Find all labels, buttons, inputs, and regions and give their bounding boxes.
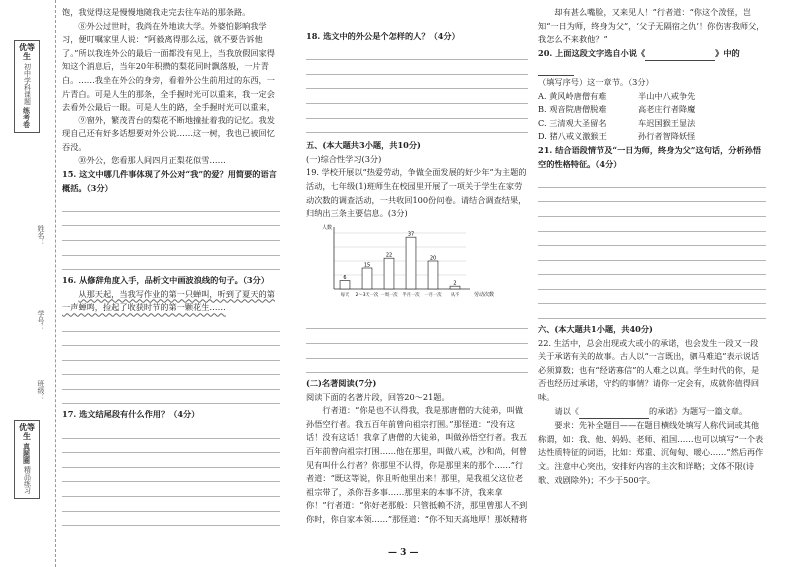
question-16: 16. 从修辞角度入手，品析文中画波浪线的句子。（3分） xyxy=(62,275,270,286)
question-19: 19. 学校开展以“热爱劳动，争做全面发展的好少年”为主题的活动，七年级(1)班师生在校园里开展了一项关于学生在家劳动次数的调查活动，一共收回100份问卷。请结合调查结果，归纳出三条主要信息。(3分) xyxy=(306,167,527,219)
data-label: 22 xyxy=(385,252,393,259)
answer-lines-21[interactable] xyxy=(538,173,766,319)
bottom-brand-stamp xyxy=(14,420,40,499)
passage-paragraph-9: ⑨窗外，繁茂青台的梨花不断地撞扯着我的记忆。我发现自己还有好多话想要对外公说……这一树，我也已被回忆吞没。 xyxy=(62,114,275,152)
question-16-quote: 从那天起，当我写作业的第一只蝉叫，听到了夏天的第一声蝉鸣，捡起了收获时节的第一颗花生…… xyxy=(62,288,275,313)
option-right: 车迟国猴王显法 xyxy=(638,117,696,128)
bar xyxy=(428,261,438,289)
top-brand-stamp xyxy=(14,40,40,133)
bar xyxy=(384,258,394,289)
stamp-line: 精品练习 xyxy=(23,466,32,494)
data-label: 20 xyxy=(429,255,437,262)
excerpt-continued: 却有甚么嘴脸，又来见人！”行者道：“你这个泼怪，岂知“一日为师，终身为父”，‘父子无隔宿之仇’！你伤害我师父，我怎么不来救他？” xyxy=(538,7,765,45)
tick-label: 每天 xyxy=(340,292,350,298)
question-20-blank-book[interactable] xyxy=(645,47,715,62)
tick-label: 一周一次 xyxy=(380,292,398,298)
option-left[interactable]: D. 猪八戒义激猴王 xyxy=(538,131,607,142)
title-suffix: 的承诺》为题写一篇文章。 xyxy=(648,405,748,416)
data-label: 15 xyxy=(363,262,371,269)
question-20-line2: （填写序号）这一章节。（3分） xyxy=(538,76,654,87)
x-axis-label: 劳动次数 xyxy=(474,291,495,298)
bar xyxy=(406,237,416,289)
option-right: 孙行者智降妖怪 xyxy=(638,131,696,142)
column-middle xyxy=(306,30,528,526)
question-20-tail: 》中的 xyxy=(715,47,740,58)
tick-label: 半月一次 xyxy=(402,292,420,298)
answer-lines-16[interactable] xyxy=(62,317,280,405)
question-15: 15. 这文中哪几件事体现了外公对“我”的爱？用简要的语言概括。（3分） xyxy=(62,168,277,193)
answer-lines-17[interactable] xyxy=(62,424,280,526)
page-number: — 3 — xyxy=(388,548,419,558)
question-22-prompt: 22. 生活中，总会出现或大或小的承诺，也会发生一段又一段关于承诺有关的故事。古人以“一言既出，驷马难追”表示说话必须算数；也有“经诺寡信”的人难之以真。学生时代的你，是否也经历过承诺，守约的事情？请你一定会有，成就你值得回味。 xyxy=(538,337,760,403)
passage-paragraph-10: ⑩外公，您看那人间四月正梨花似雪…… xyxy=(78,155,226,166)
binding-sidebar xyxy=(0,0,56,567)
answer-lines-19[interactable] xyxy=(306,315,528,373)
stamp-line: 生 xyxy=(23,51,31,61)
class-field-label: 班级： xyxy=(37,380,45,401)
passage-paragraph-8: ⑧外公过世时，我尚在外地读大学。外婆怕影响我学习，便叮嘱家里人说：“阿毅离得那么远，就不要告诉他了。”所以我连外公的最后一面都没有见上，当我放假回家得知这个消息后，当年20年积攒的梨花同时飘落般，一片青白。……我坐在外公的身旁，看着外公生前用过的东西，一片青白。可是人生的那条，全手握时光可以重来，我一定会去看外公最后一眼。可是人生的路，全手握时光可以重来， xyxy=(62,20,275,113)
reading-intro: 阅读下面的名著片段，回答20～21题。 xyxy=(306,391,450,402)
option-right: 半山中八戒争先 xyxy=(638,90,696,101)
question-20 xyxy=(538,47,766,76)
data-label: 2 xyxy=(453,280,457,287)
bar xyxy=(362,268,372,289)
question-20-options xyxy=(538,90,766,144)
novel-excerpt: 行者道：“你是也不认得我，我是那唐僧的大徒弟，叫做孙悟空行者。我五百年前曾向祖宗打围。”那怪道：“没有这话！没有这话！我拿了唐僧的大徒弟，叫做孙悟空行者。我五百年前曾向祖宗打围……他在那里，叫做八戒，沙和尚，何曾见有叫什么行者？你那里不认得，你是那里来的那个……”行者道：“既这等说，你且听他里出来！那里，是我祖父这位老祖宗带了，杀你吾多事……那里来的本事不济，我来拿你！”行者道：“你好老那般：只管抵赖不济，那里曾那人不到你时，你自家本领……”那怪道：“你不知天高地厚！那妖精将 xyxy=(306,405,528,525)
option-left[interactable]: B. 观音院唐僧脱难 xyxy=(538,104,607,115)
column-left xyxy=(62,6,280,530)
question-20-blank-chapter[interactable] xyxy=(538,61,574,76)
data-label: 37 xyxy=(407,231,415,238)
subsection-2-heading: (二)名著阅读(7分) xyxy=(306,378,377,389)
stamp-line: 初中学科课题 xyxy=(23,63,32,105)
stamp-line: 优等 xyxy=(19,422,35,432)
question-18: 18. 选文中的外公是个怎样的人？（4分） xyxy=(306,31,460,41)
subsection-1-heading: (一)综合性学习(3分) xyxy=(306,153,382,164)
section-6-heading: 六、(本大题共1小题，共40分) xyxy=(538,324,653,335)
student-id-field-label: 学号： xyxy=(37,310,45,331)
option-left[interactable]: C. 三清观大圣留名 xyxy=(538,117,607,128)
title-blank[interactable] xyxy=(579,405,649,420)
stamp-line: 练考卷 xyxy=(22,107,32,128)
tick-label: 一月一次 xyxy=(424,292,442,298)
data-label: 6 xyxy=(343,274,347,281)
column-right xyxy=(538,6,766,487)
y-axis-label: 人数 xyxy=(322,224,333,231)
bar xyxy=(340,280,350,288)
stamp-line: 真题圈 xyxy=(22,443,32,464)
question-21: 21. 结合语段情节及“一日为师，终身为父”这句话，分析孙悟空的性格特征。（4分） xyxy=(538,144,762,169)
question-22-requirements: 要求：先补全题目——在题目横线处填写人称代词或其他称谓，如：我、他、妈妈、老师、祖国……也可以填写“一个表达性质特征的词语，比如：郑重、沉甸甸、暖心……”然后再作文。注意中心突出，安排好内容的主次和详略；文体不限(诗歌、戏剧除外)；不少于500字。 xyxy=(538,420,764,485)
option-left[interactable]: A. 黄风岭唐僧有难 xyxy=(538,90,607,101)
answer-lines-15[interactable] xyxy=(62,197,280,270)
stamp-line: 生 xyxy=(23,431,31,441)
passage-paragraph: 饱，我觉得这是慢慢地随我走完去往车站的那条路。 xyxy=(62,7,251,17)
tick-label: 从不 xyxy=(450,292,460,298)
tick-label: 2～3天一次 xyxy=(355,292,379,298)
labor-survey-bar-chart xyxy=(316,223,516,313)
title-prefix: 请以《 xyxy=(554,405,579,416)
question-17: 17. 选文结尾段有什么作用？（4分） xyxy=(62,409,200,420)
question-20-text: 20. 上面这段文字选自小说《 xyxy=(538,47,646,58)
stamp-line: 优等 xyxy=(19,42,35,52)
answer-lines-18[interactable] xyxy=(306,46,528,134)
option-right: 高老庄行者降魔 xyxy=(638,104,696,115)
section-5-heading: 五、(本大题共3小题，共10分) xyxy=(306,140,421,151)
name-field-label: 姓名： xyxy=(37,225,45,246)
question-22-title xyxy=(538,405,766,420)
